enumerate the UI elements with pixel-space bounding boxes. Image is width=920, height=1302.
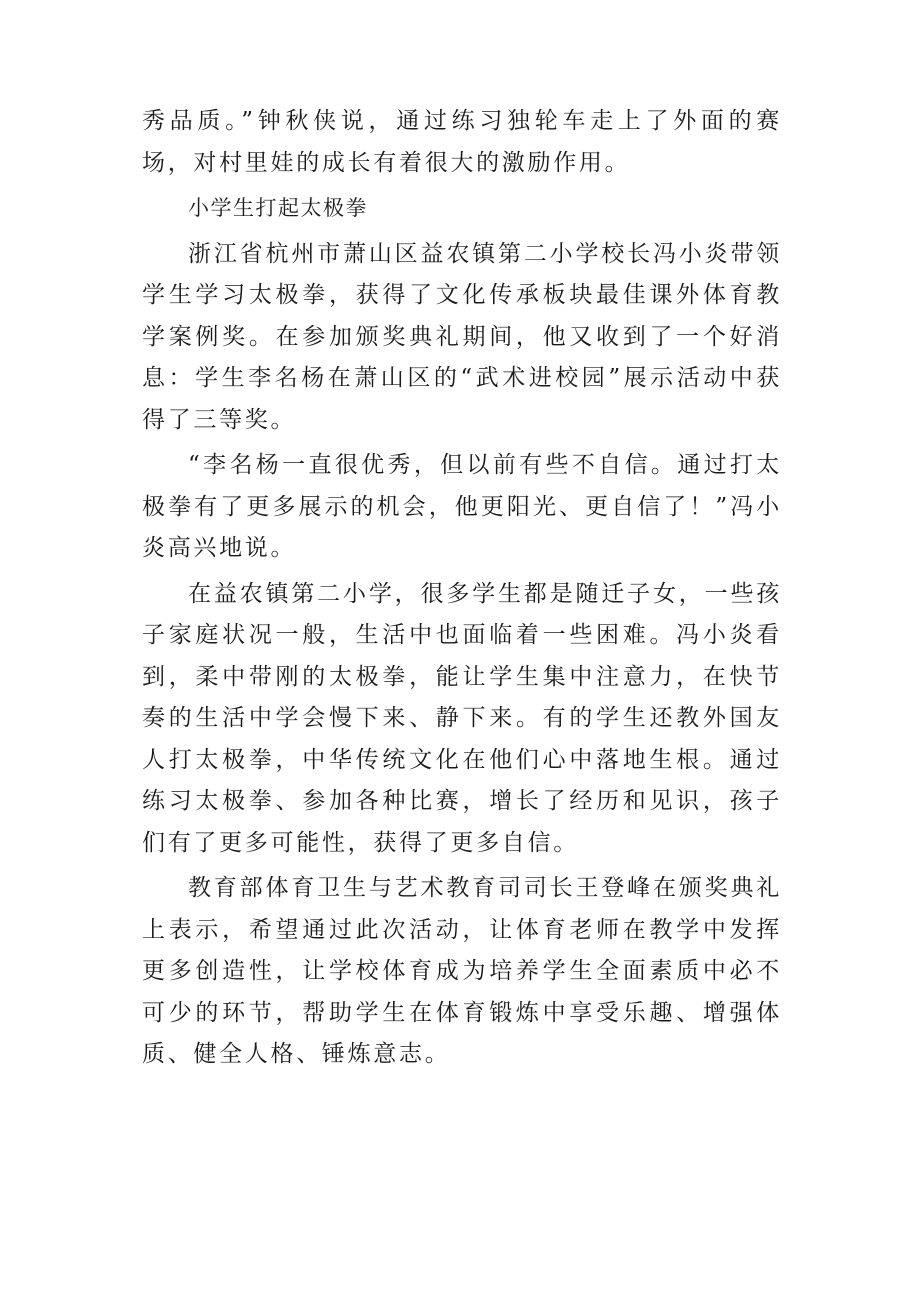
section-heading: 小学生打起太极拳: [188, 196, 368, 220]
paragraph: 在益农镇第二小学，很多学生都是随迁子女，一些孩子家庭状况一般，生活中也面临着一些困难。冯小炎看到，柔中带刚的太极拳，能让学生集中注意力，在快节奏的生活中学会慢下来、静下来。有的学生还教外国友人打太极拳，中华传统文化在他们心中落地生根。通过练习太极拳、参加各种比赛，增长了经历和见识，孩子们有了更多可能性，获得了更多自信。: [142, 580, 782, 856]
paragraph-continuation: 秀品质。”钟秋侠说，通过练习独轮车走上了外面的赛场，对村里娃的成长有着很大的激励作用。: [142, 108, 782, 176]
paragraph: 教育部体育卫生与艺术教育司司长王登峰在颁奖典礼上表示，希望通过此次活动，让体育老师在教学中发挥更多创造性，让学校体育成为培养学生全面素质中必不可少的环节，帮助学生在体育锻炼中享受乐趣、增强体质、健全人格、锤炼意志。: [142, 875, 782, 1067]
document-page: [142, 101, 782, 1080]
paragraph-quote: “李名杨一直很优秀，但以前有些不自信。通过打太极拳有了更多展示的机会，他更阳光、更自信了！”冯小炎高兴地说。: [142, 452, 782, 561]
paragraph: 浙江省杭州市萧山区益农镇第二小学校长冯小炎带领学生学习太极拳，获得了文化传承板块最佳课外体育教学案例奖。在参加颁奖典礼期间，他又收到了一个好消息：学生李名杨在萧山区的“武术进校园”展示活动中获得了三等奖。: [142, 240, 782, 433]
